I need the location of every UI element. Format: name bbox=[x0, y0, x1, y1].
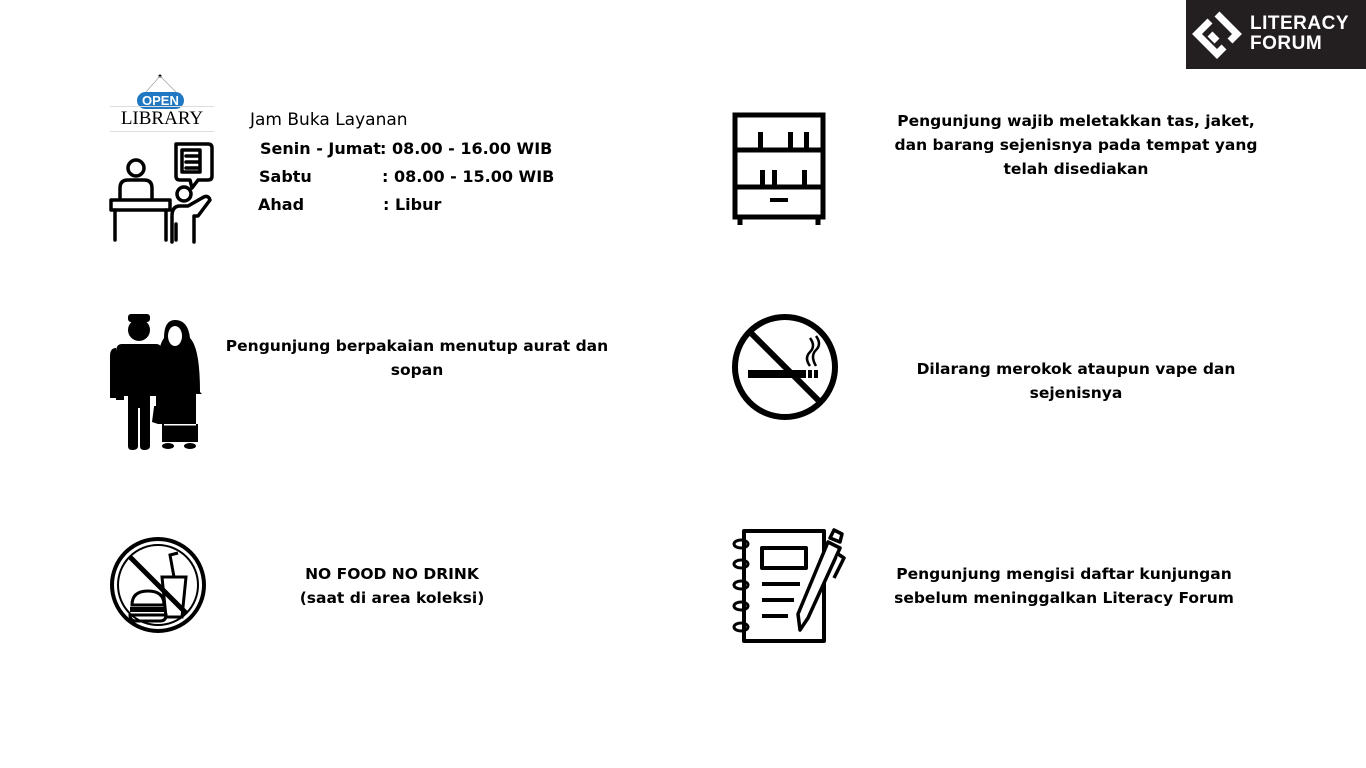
modest-dress-couple-icon bbox=[108, 312, 204, 450]
rule-guestbook-line2: sebelum meninggalkan Literacy Forum bbox=[894, 589, 1234, 607]
rule-dress-line1: Pengunjung berpakaian menutup aurat dan bbox=[225, 337, 609, 355]
no-smoking-icon bbox=[730, 312, 842, 424]
library-label: LIBRARY bbox=[110, 106, 214, 132]
librarian-desk-icon bbox=[108, 140, 216, 244]
rule-bags-line1: Pengunjung wajib meletakkan tas, jaket, bbox=[897, 112, 1255, 130]
shelf-icon bbox=[730, 110, 828, 228]
rule-guestbook-line1: Pengunjung mengisi daftar kunjungan bbox=[896, 565, 1232, 583]
logo-line1: LITERACY bbox=[1250, 13, 1349, 34]
guestbook-notebook-icon bbox=[730, 528, 848, 644]
hours-time-2: : 08.00 - 15.00 WIB bbox=[382, 167, 555, 186]
rule-smoke bbox=[876, 357, 1276, 405]
rule-smoke-line2: sejenisnya bbox=[1029, 384, 1123, 402]
rule-bags-line2: dan barang sejenisnya pada tempat yang bbox=[894, 136, 1258, 154]
logo-text bbox=[1250, 14, 1349, 54]
rule-food-line2: (saat di area koleksi) bbox=[299, 589, 485, 607]
hours-day-3: Ahad bbox=[258, 195, 305, 214]
rule-smoke-line1: Dilarang merokok ataupun vape dan bbox=[916, 360, 1236, 378]
rule-food bbox=[242, 562, 542, 610]
no-food-drink-icon bbox=[108, 535, 208, 635]
hours-day-2: Sabtu bbox=[259, 167, 312, 186]
literacy-forum-logo bbox=[1186, 0, 1366, 69]
rule-bags bbox=[876, 109, 1276, 181]
rule-bags-line3: telah disediakan bbox=[1003, 160, 1149, 178]
rule-dress-line2: sopan bbox=[390, 361, 444, 379]
open-library-sign-icon bbox=[110, 72, 214, 132]
hours-time-3: : Libur bbox=[383, 195, 442, 214]
hours-day-1: Senin - Jumat bbox=[260, 139, 381, 158]
rule-food-line1: NO FOOD NO DRINK bbox=[305, 565, 479, 583]
logo-line2: FORUM bbox=[1250, 33, 1323, 54]
rule-dress bbox=[217, 334, 617, 382]
rule-guestbook bbox=[864, 562, 1264, 610]
hours-time-1: : 08.00 - 16.00 WIB bbox=[380, 139, 553, 158]
hours-title: Jam Buka Layanan bbox=[250, 110, 408, 130]
open-badge: OPEN bbox=[137, 92, 184, 109]
literacy-forum-logo-icon bbox=[1192, 10, 1242, 60]
